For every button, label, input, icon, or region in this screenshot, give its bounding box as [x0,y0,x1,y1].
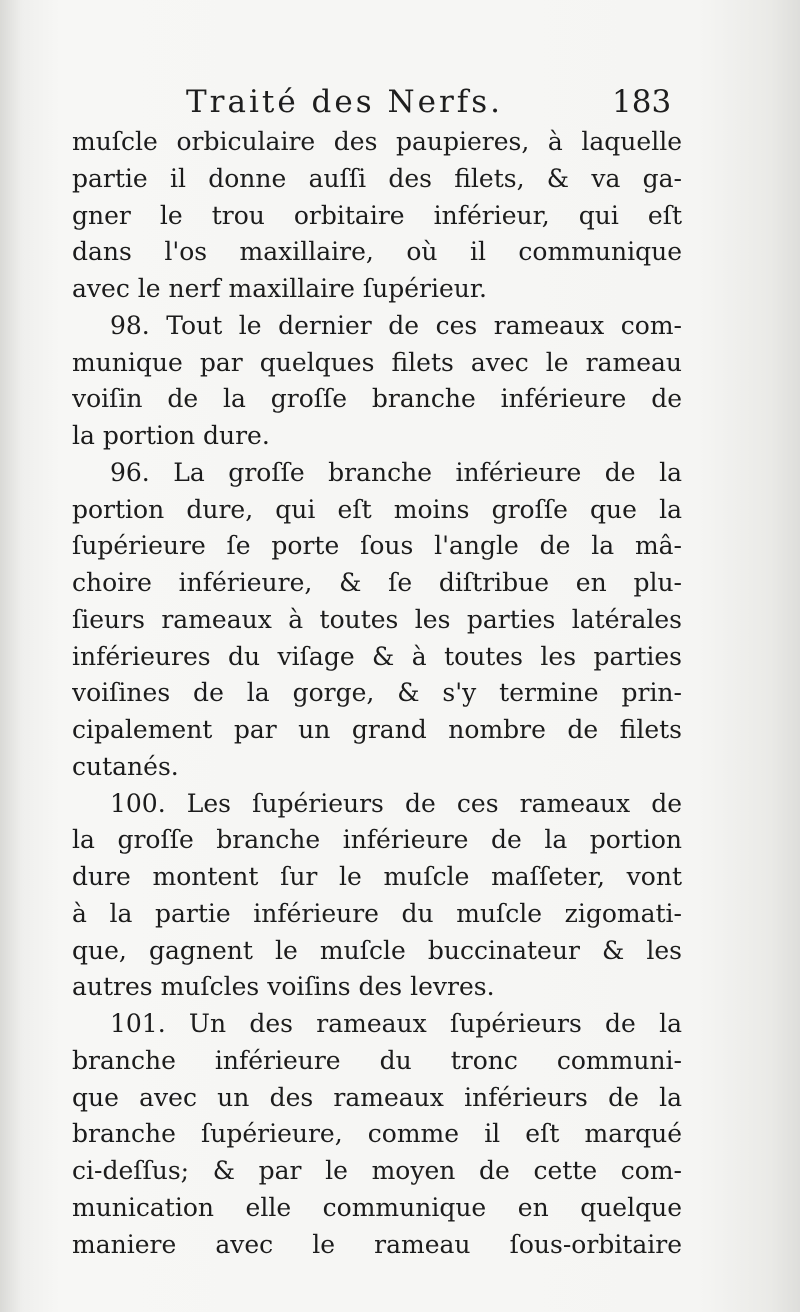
text-line: partie il donne auſſi des filets, & va ga- [72,163,682,193]
text-line: à la partie inférieure du muſcle zigomati- [72,898,682,928]
body-text [72,124,682,1263]
text-line: voiſin de la groſſe branche inférieure de [72,384,682,414]
text-line: branche inférieure du tronc communi- [72,1045,682,1075]
text-line: gner le trou orbitaire inférieur, qui eſt [72,200,682,230]
text-line: ci-deſſus; & par le moyen de cette com- [72,1156,682,1185]
text-line: la groſſe branche inférieure de la portion [72,825,682,855]
text-line: voiſines de la gorge, & s'y termine prin- [72,678,682,708]
running-title: Traité des Nerfs. [186,84,504,120]
text-line: munique par quelques filets avec le rameau [72,347,682,377]
text-line: que, gagnent le muſcle buccinateur & les [72,935,682,965]
paragraph-101-start: 101. Un des rameaux ſupérieurs de la [110,1009,682,1038]
text-line: portion dure, qui eſt moins groſſe que la [72,494,682,524]
text-line: que avec un des rameaux inférieurs de la [72,1082,682,1112]
text-line: dans l'os maxillaire, où il communique [72,237,682,267]
text-line: autres muſcles voiſins des levres. [72,972,495,1002]
text-line: maniere avec le rameau ſous-orbitaire [72,1229,682,1259]
page-header [0,78,800,128]
text-line: branche ſupérieure, comme il eſt marqué [72,1119,682,1149]
text-line: dure montent ſur le muſcle maſſeter, vont [72,862,682,891]
text-line: choire inférieure, & ſe diſtribue en plu- [72,568,682,597]
text-line: ſieurs rameaux à toutes les parties latérales [72,604,682,634]
paragraph-98-start: 98. Tout le dernier de ces rameaux com- [110,310,682,340]
text-line: avec le nerf maxillaire ſupérieur. [72,274,487,303]
text-line: muſcle orbiculaire des paupieres, à laquelle [72,127,682,156]
text-line: munication elle communique en quelque [72,1192,682,1222]
text-line: ſupérieure ſe porte ſous l'angle de la mâ- [72,531,682,561]
paragraph-100-start: 100. Les ſupérieurs de ces rameaux de [110,788,682,818]
text-line: inférieures du viſage & à toutes les parties [72,641,682,671]
page-number: 183 [612,84,672,120]
text-line: cipalement par un grand nombre de filets [72,715,682,744]
text-line: cutanés. [72,751,179,781]
paragraph-96-start: 96. La groſſe branche inférieure de la [110,457,682,487]
text-line: la portion dure. [72,421,270,450]
